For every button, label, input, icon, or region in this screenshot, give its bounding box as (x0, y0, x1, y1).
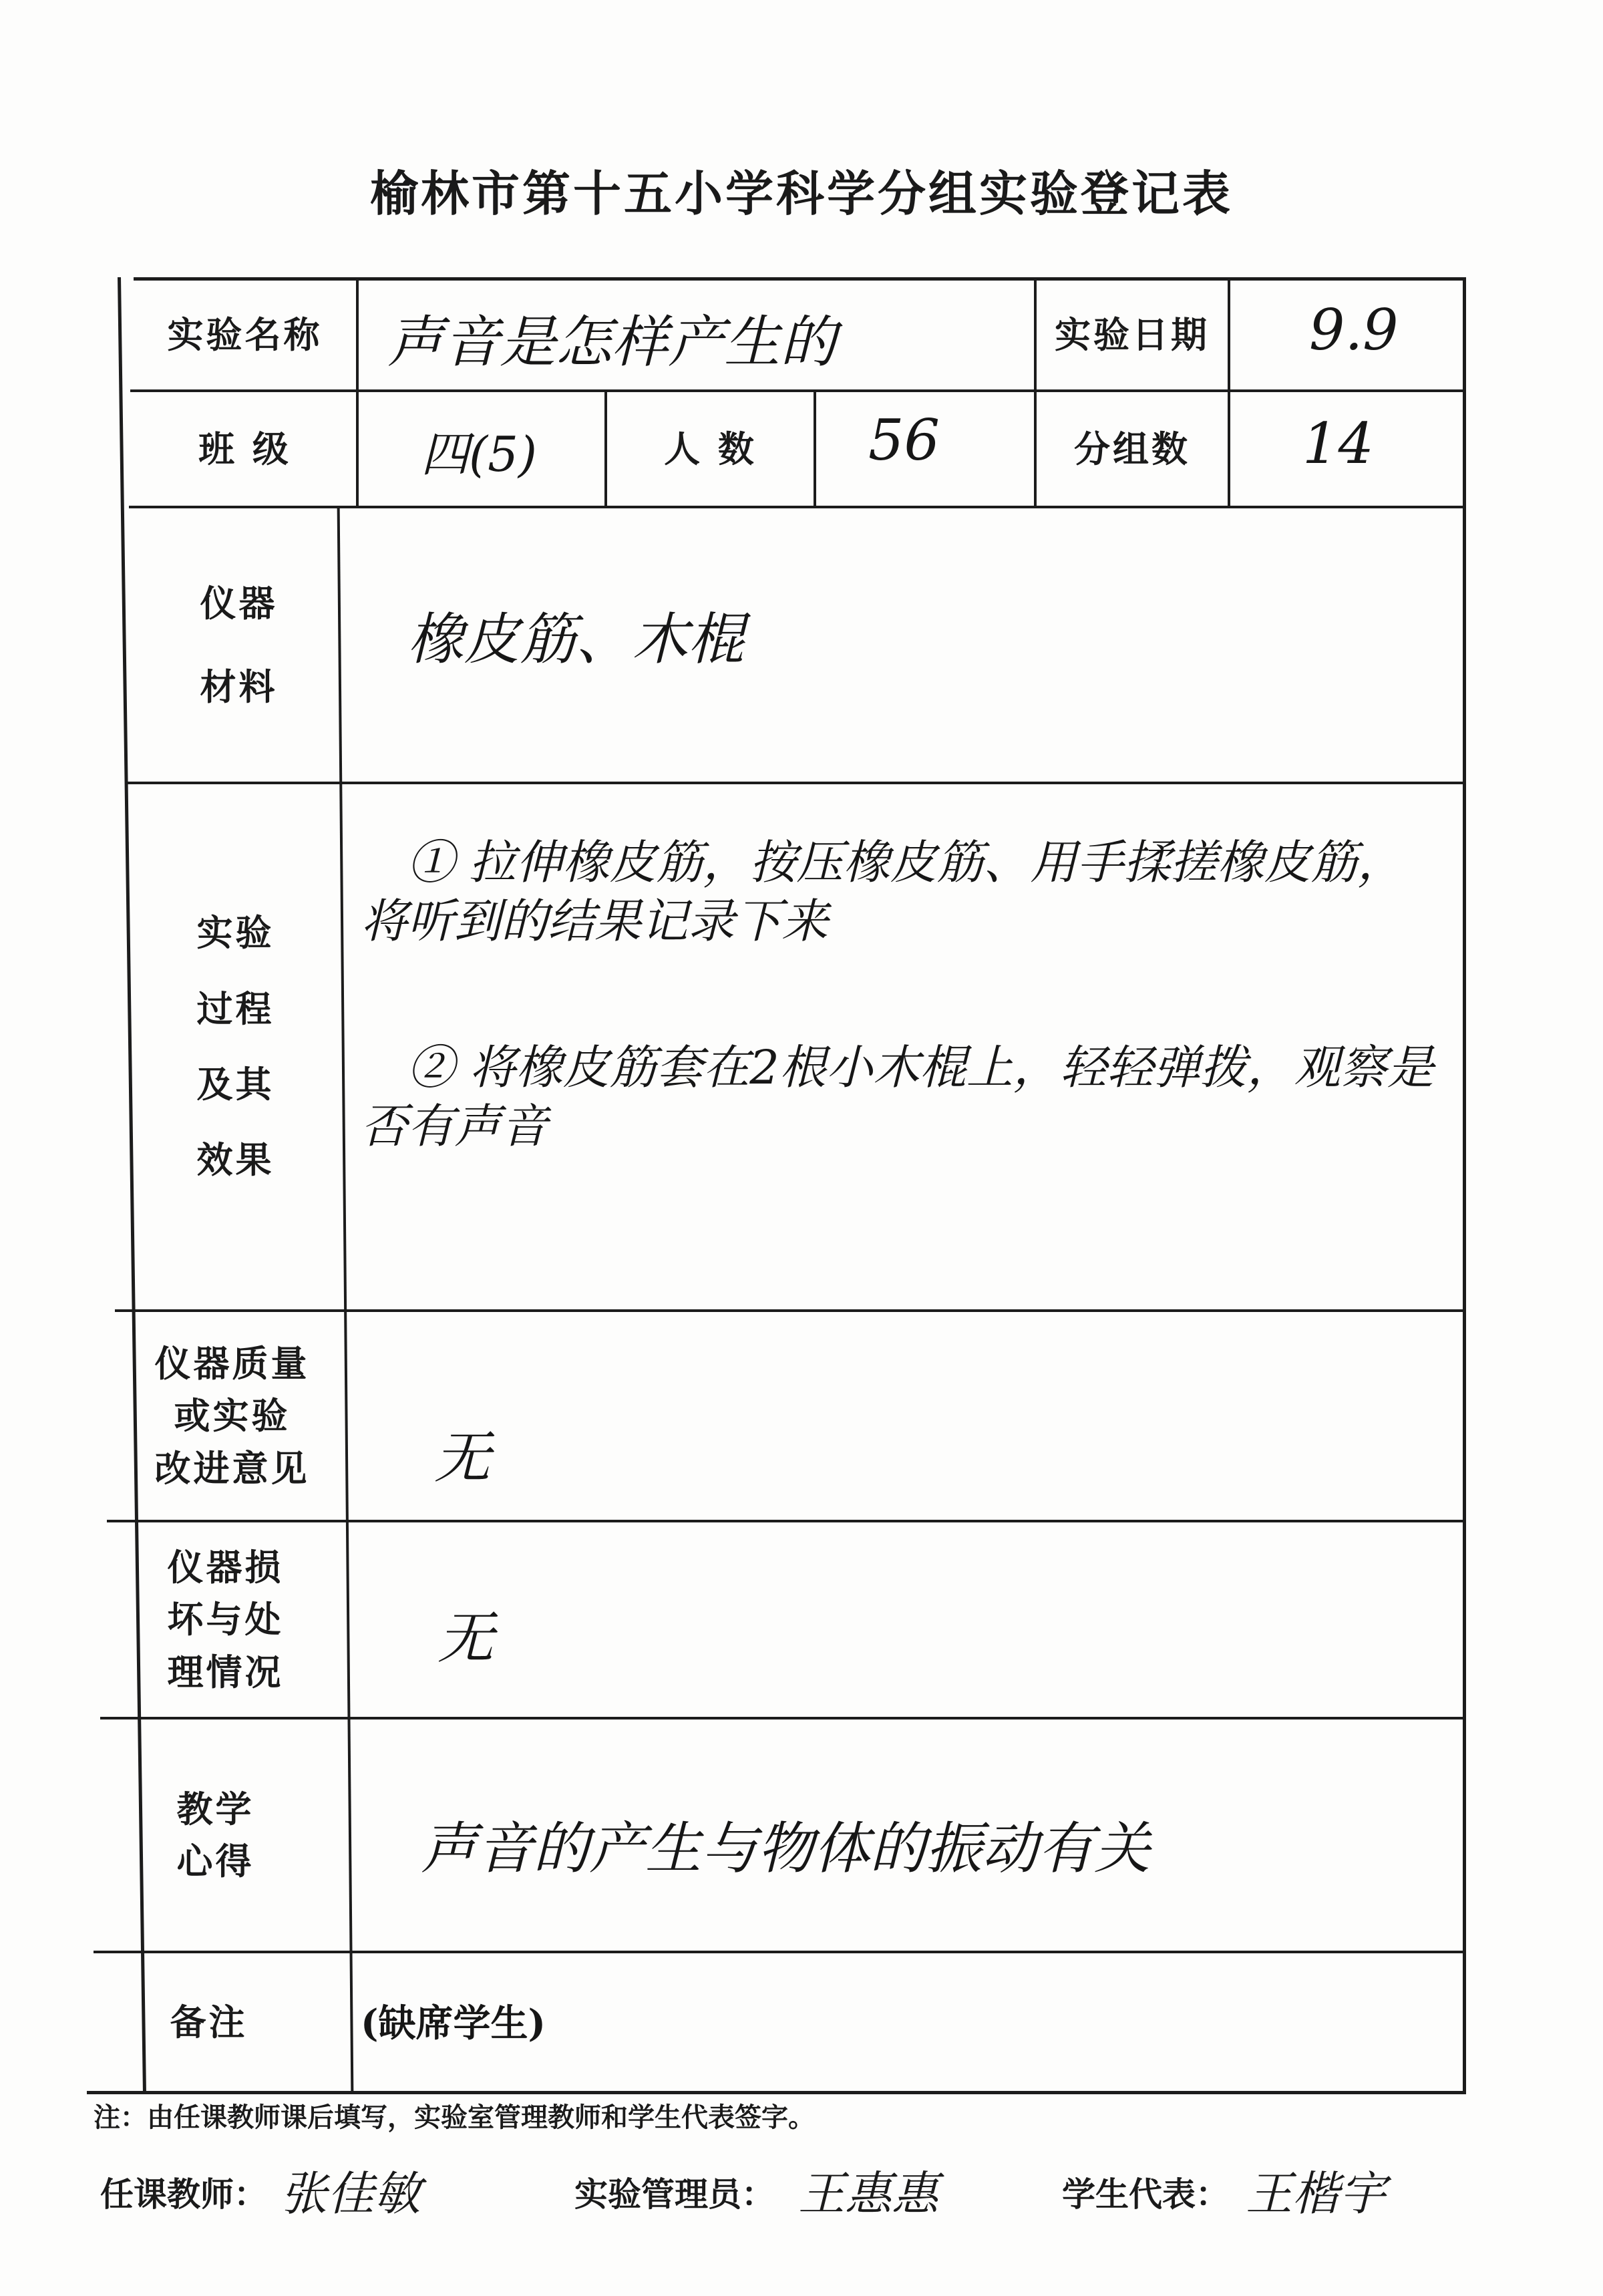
teaching-label (100, 1719, 331, 1951)
damage-label-line-3: 理情况 (167, 1650, 284, 1693)
quality-label (120, 1312, 344, 1520)
remarks-label: 备注 (170, 2000, 248, 2043)
teacher-label: 任课教师： (100, 2174, 267, 2214)
group-count-value: 14 (1302, 411, 1374, 476)
manager-label: 实验管理员： (574, 2174, 775, 2214)
student-signature: 王楷宇 (1246, 2166, 1386, 2221)
form-note: 注：由任课教师课后填写，实验室管理教师和学生代表签字。 (94, 2102, 815, 2133)
count-value-left-divider (814, 389, 816, 508)
equipment-label-line-1: 仪器 (200, 582, 278, 625)
table-border-right (1463, 277, 1466, 2094)
student-label: 学生代表： (1062, 2174, 1229, 2214)
form-title: 榆林市第十五小学科学分组实验登记表 (369, 165, 1233, 222)
process-label-line-1: 实验 (196, 911, 275, 955)
experiment-date-value: 9.9 (1309, 297, 1399, 363)
class-label: 班 级 (198, 427, 291, 470)
experiment-name-label: 实验名称 (167, 313, 323, 357)
damage-label-line-2: 坏与处 (167, 1598, 284, 1641)
experiment-date-label: 实验日期 (1055, 313, 1210, 357)
quality-label-line-3: 改进意见 (154, 1446, 310, 1490)
remarks-value: (缺席学生) (361, 2001, 546, 2045)
date-value-left-divider (1228, 277, 1230, 508)
process-step-1: ① 拉伸橡皮筋，按压橡皮筋、用手揉搓橡皮筋，将听到的结果记录下来 (361, 835, 1405, 949)
damage-label-line-1: 仪器损 (167, 1546, 284, 1589)
quality-label-line-2: 或实验 (174, 1394, 291, 1438)
process-label (127, 784, 344, 1309)
process-label-line-3: 及其 (196, 1063, 275, 1106)
equipment-value: 橡皮筋、木棍 (407, 607, 745, 672)
teaching-label-line-1: 教学 (176, 1787, 254, 1830)
process-label-line-2: 过程 (196, 987, 275, 1030)
manager-signature: 王惠惠 (798, 2166, 938, 2221)
quality-label-line-1: 仪器质量 (154, 1342, 310, 1385)
count-label: 人 数 (664, 427, 757, 470)
equipment-label (134, 508, 344, 782)
group-count-label: 分组数 (1074, 427, 1190, 470)
teaching-value: 声音的产生与物体的振动有关 (421, 1816, 1151, 1881)
teacher-signature: 张佳敏 (281, 2166, 421, 2221)
label-column-divider (356, 277, 359, 508)
damage-label (110, 1522, 341, 1717)
quality-value: 无 (434, 1425, 491, 1490)
count-value: 56 (868, 407, 940, 473)
teaching-label-line-2: 心得 (176, 1840, 254, 1882)
process-step-2: ② 将橡皮筋套在2根小木棍上，轻轻弹拨，观察是否有声音 (361, 1040, 1434, 1154)
damage-value: 无 (437, 1605, 494, 1671)
equipment-label-line-2: 材料 (200, 665, 278, 708)
table-border-bottom (87, 2091, 1466, 2094)
process-label-line-4: 效果 (196, 1138, 275, 1182)
experiment-name-value: 声音是怎样产生的 (387, 309, 837, 375)
class-value: 四(5) (421, 426, 537, 482)
